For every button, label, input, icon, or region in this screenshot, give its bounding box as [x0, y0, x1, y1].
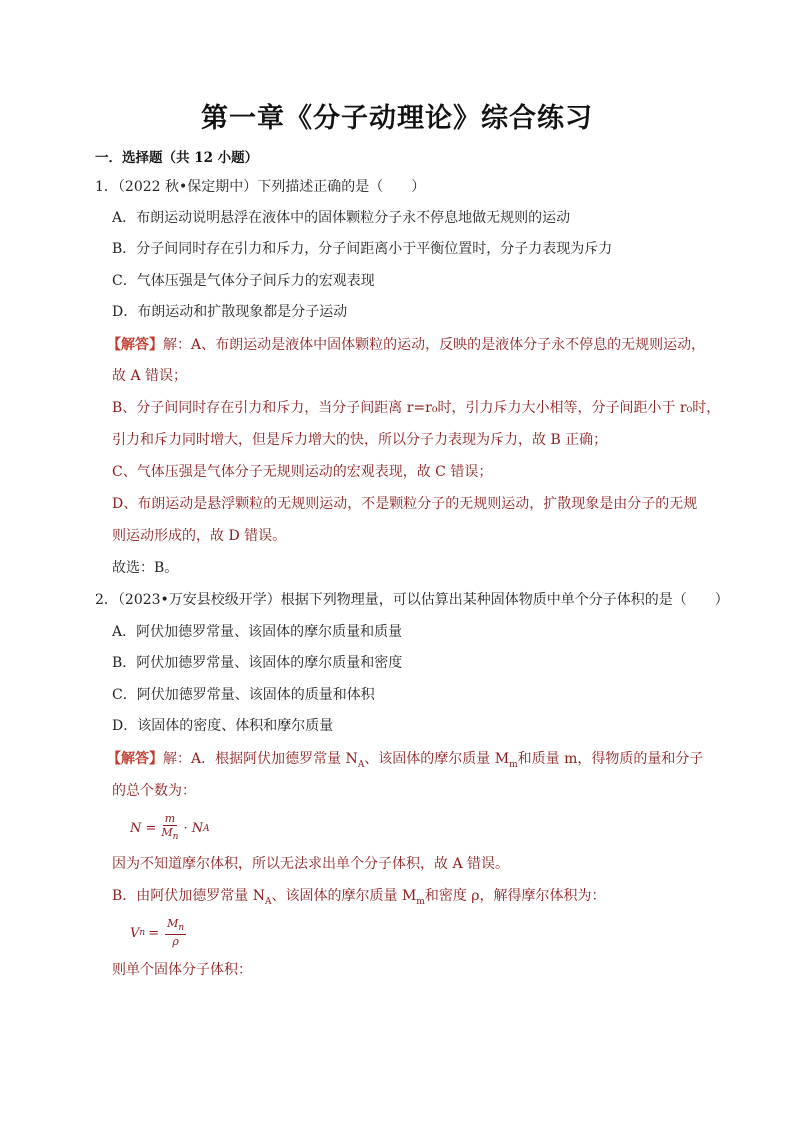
q1-option-a: A．布朗运动说明悬浮在液体中的固体颗粒分子永不停息地做无规则的运动: [112, 210, 571, 226]
fraction-numerator: m: [164, 812, 176, 825]
subscript: m: [416, 896, 425, 907]
q1-option-c: C．气体压强是气体分子间斥力的宏观表现: [112, 273, 375, 289]
den-text: M: [161, 826, 173, 839]
fraction-numerator: [165, 918, 186, 935]
formula-fraction: [159, 813, 180, 844]
q1-answer-line-6: D、布朗运动是悬浮颗粒的无规则运动，不是颗粒分子的无规则运动，扩散现象是由分子的无规: [112, 496, 698, 512]
q1-answer-line-5: C、气体压强是气体分子无规则运动的宏观表现，故 C 错误；: [112, 464, 493, 480]
q1-answer-line-1: [107, 335, 705, 355]
answer-text: 和密度 ρ，解得摩尔体积为：: [424, 888, 606, 904]
subscript: n: [178, 923, 185, 934]
q2-option-b: B．阿伏加德罗常量、该固体的摩尔质量和密度: [112, 655, 403, 671]
q1-option-b: B．分子间同时存在引力和斥力，分子间距离小于平衡位置时，分子力表现为斥力: [112, 241, 613, 257]
question-2-stem: 2．（2023•万安县校级开学）根据下列物理量，可以估算出某种固体物质中单个分子体积的是（ ）: [95, 592, 729, 608]
q2-answer-line-2: 的总个数为：: [112, 783, 196, 799]
subscript: n: [139, 928, 146, 939]
q1-option-d: D．布朗运动和扩散现象都是分子运动: [112, 304, 348, 320]
fraction-denominator: [159, 826, 180, 844]
q2-option-c: C．阿伏加德罗常量、该固体的质量和体积: [112, 687, 375, 703]
section-heading: 一．选择题（共 12 小题）: [95, 150, 259, 166]
q2-option-a: A．阿伏加德罗常量、该固体的摩尔质量和质量: [112, 624, 403, 640]
answer-tag: 【解答】: [107, 751, 163, 767]
question-1-stem: 1．（2022 秋•保定期中）下列描述正确的是（ ）: [95, 179, 426, 195]
q2-answer-line-5: 则单个固体分子体积：: [112, 962, 252, 978]
q1-answer-line-3: B、分子间同时存在引力和斥力，当分子间距离 r=r₀时，引力斥力大小相等，分子间距小于 r₀时，: [112, 400, 721, 416]
q1-choice: 故选：B。: [112, 560, 179, 576]
answer-text: 和质量 m，得物质的量和分子: [517, 751, 704, 767]
formula-rhs: · N: [183, 821, 204, 837]
subscript: A: [265, 896, 272, 907]
subscript: A: [357, 759, 365, 770]
subscript: A: [203, 823, 210, 834]
formula-fraction: [165, 918, 186, 948]
formula-molecule-count: [130, 813, 210, 844]
q1-answer-line-7: 则运动形成的，故 D 错误。: [112, 528, 287, 544]
subscript: n: [172, 832, 179, 843]
fraction-denominator: ρ: [172, 935, 179, 949]
formula-lhs: V: [130, 925, 140, 941]
q2-answer-line-4: [112, 886, 606, 912]
answer-tag: 【解答】: [107, 337, 163, 353]
answer-text: B．由阿伏加德罗常量 N: [112, 888, 265, 904]
answer-text: 解：A．根据阿伏加德罗常量 N: [163, 751, 358, 767]
subscript: m: [509, 759, 518, 770]
q1-answer-line-2: 故 A 错误；: [112, 368, 188, 384]
formula-lhs: N =: [130, 821, 157, 837]
num-text: M: [167, 917, 179, 930]
equals-sign: =: [148, 925, 160, 941]
page-title: 第一章《分子动理论》综合练习: [201, 103, 593, 134]
formula-molar-volume: [130, 918, 189, 948]
answer-text: 、该固体的摩尔质量 M: [364, 751, 510, 767]
q2-option-d: D．该固体的密度、体积和摩尔质量: [112, 718, 334, 734]
q2-answer-line-1: [107, 749, 703, 775]
answer-text: 、该固体的摩尔质量 M: [271, 888, 417, 904]
q1-answer-line-4: 引力和斥力同时增大，但是斥力增大的快，所以分子力表现为斥力，故 B 正确；: [112, 432, 608, 448]
answer-text: 解：A、布朗运动是液体中固体颗粒的运动，反映的是液体分子永不停息的无规则运动，: [163, 337, 706, 353]
q2-answer-line-3: 因为不知道摩尔体积，所以无法求出单个分子体积，故 A 错误。: [112, 856, 510, 872]
